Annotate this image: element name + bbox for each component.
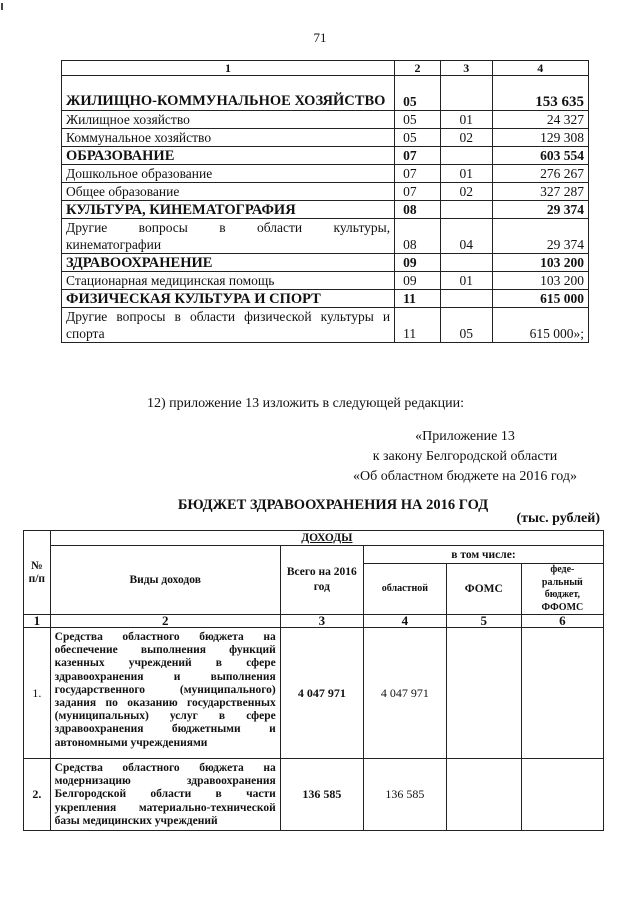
expenditure-table [61, 60, 589, 343]
table-row [62, 111, 589, 129]
row-section: 07 [395, 147, 441, 165]
row-name: Жилищное хозяйство [62, 111, 395, 129]
header-including: в том числе: [363, 546, 603, 564]
row-name: Стационарная медицинская помощь [62, 272, 395, 290]
row-subsection: 01 [440, 111, 492, 129]
table-row [62, 165, 589, 183]
row-amount: 327 287 [492, 183, 588, 201]
column-number-1: 1 [62, 61, 395, 76]
column-number-2: 2 [395, 61, 441, 76]
row-section: 05 [395, 76, 441, 111]
row-subsection: 05 [440, 308, 492, 343]
row-income-kind: Средства областного бюджета на обеспечение выполнения функций казенных учреждений в сфере здравоохранения и выполнения государственного (муниципального) задания по оказанию государственных (муниципальных) услуг в сфере здравоохранения бюджетными и автономными учреждениями [50, 628, 280, 759]
column-number: 5 [446, 615, 521, 628]
row-subsection: 01 [440, 165, 492, 183]
row-foms [446, 628, 521, 759]
row-section: 05 [395, 111, 441, 129]
row-total: 136 585 [280, 759, 363, 831]
row-section: 05 [395, 129, 441, 147]
row-number: 2. [24, 759, 51, 831]
row-regional: 4 047 971 [363, 628, 446, 759]
table-row [62, 290, 589, 308]
header-row-2 [24, 546, 604, 564]
row-section: 09 [395, 254, 441, 272]
column-number-4: 4 [492, 61, 588, 76]
row-subsection [440, 76, 492, 111]
row-name: Дошкольное образование [62, 165, 395, 183]
row-name: Коммунальное хозяйство [62, 129, 395, 147]
header-income-kind: Виды доходов [50, 546, 280, 615]
row-subsection: 02 [440, 183, 492, 201]
column-number: 2 [50, 615, 280, 628]
row-subsection: 01 [440, 272, 492, 290]
units-label: (тыс. рублей) [516, 511, 600, 526]
appendix-reference [330, 427, 600, 487]
row-section: 07 [395, 165, 441, 183]
column-number: 3 [280, 615, 363, 628]
row-section: 11 [395, 308, 441, 343]
row-name: Общее образование [62, 183, 395, 201]
row-regional: 136 585 [363, 759, 446, 831]
row-amount: 24 327 [492, 111, 588, 129]
row-section: 09 [395, 272, 441, 290]
appendix-line-2: к закону Белгородской области [372, 449, 558, 464]
row-subsection [440, 290, 492, 308]
healthcare-budget-table [23, 530, 604, 831]
table-row [24, 759, 604, 831]
row-subsection [440, 147, 492, 165]
appendix-line-3: «Об областном бюджете на 2016 год» [353, 469, 577, 484]
table-header-row [62, 61, 589, 76]
row-amount: 29 374 [492, 201, 588, 219]
table-row [62, 201, 589, 219]
row-section: 08 [395, 201, 441, 219]
column-number: 6 [521, 615, 603, 628]
row-amount: 615 000»; [492, 308, 588, 343]
row-amount: 603 554 [492, 147, 588, 165]
row-name: ОБРАЗОВАНИЕ [62, 147, 395, 165]
row-subsection: 02 [440, 129, 492, 147]
row-name: КУЛЬТУРА, КИНЕМАТОГРАФИЯ [62, 201, 395, 219]
page-number: 71 [313, 30, 327, 45]
column-numbers-row [24, 615, 604, 628]
table-row [62, 254, 589, 272]
header-row-1 [24, 531, 604, 546]
header-total: Всего на 2016 год [280, 546, 363, 615]
table-row [62, 129, 589, 147]
header-regional: областной [363, 564, 446, 615]
row-foms [446, 759, 521, 831]
row-name: ФИЗИЧЕСКАЯ КУЛЬТУРА И СПОРТ [62, 290, 395, 308]
row-amount: 103 200 [492, 254, 588, 272]
header-number: № п/п [24, 531, 51, 615]
column-number: 1 [24, 615, 51, 628]
scan-edge-mark [1, 3, 3, 10]
document-title: БЮДЖЕТ ЗДРАВООХРАНЕНИЯ НА 2016 ГОД [177, 497, 489, 513]
amendment-paragraph: 12) приложение 13 изложить в следующей редакции: [147, 396, 464, 411]
table-row [62, 76, 589, 111]
header-federal: феде-ральный бюджет, ФФОМС [521, 564, 603, 615]
row-section: 07 [395, 183, 441, 201]
appendix-line-1: «Приложение 13 [415, 429, 515, 444]
table-row [62, 272, 589, 290]
row-name: Другие вопросы в области культуры, кинематографии [62, 219, 395, 254]
row-federal [521, 628, 603, 759]
table-row [62, 183, 589, 201]
row-name: Другие вопросы в области физической культуры и спорта [62, 308, 395, 343]
row-subsection [440, 254, 492, 272]
row-federal [521, 759, 603, 831]
row-amount: 103 200 [492, 272, 588, 290]
row-income-kind: Средства областного бюджета на модернизацию здравоохранения Белгородской области в части укрепления материально-технической базы медицинских учреждений [50, 759, 280, 831]
row-subsection [440, 201, 492, 219]
column-number: 4 [363, 615, 446, 628]
row-section: 11 [395, 290, 441, 308]
row-total: 4 047 971 [280, 628, 363, 759]
row-subsection: 04 [440, 219, 492, 254]
row-name: ЖИЛИЩНО-КОММУНАЛЬНОЕ ХОЗЯЙСТВО [62, 76, 395, 111]
row-number: 1. [24, 628, 51, 759]
table-row [62, 147, 589, 165]
row-amount: 29 374 [492, 219, 588, 254]
header-income-group: ДОХОДЫ [50, 531, 603, 546]
column-number-3: 3 [440, 61, 492, 76]
table-row [24, 628, 604, 759]
row-name: ЗДРАВООХРАНЕНИЕ [62, 254, 395, 272]
row-amount: 615 000 [492, 290, 588, 308]
table-row [62, 308, 589, 343]
table-row [62, 219, 589, 254]
row-amount: 276 267 [492, 165, 588, 183]
row-section: 08 [395, 219, 441, 254]
header-foms: ФОМС [446, 564, 521, 615]
row-amount: 129 308 [492, 129, 588, 147]
row-amount: 153 635 [492, 76, 588, 111]
